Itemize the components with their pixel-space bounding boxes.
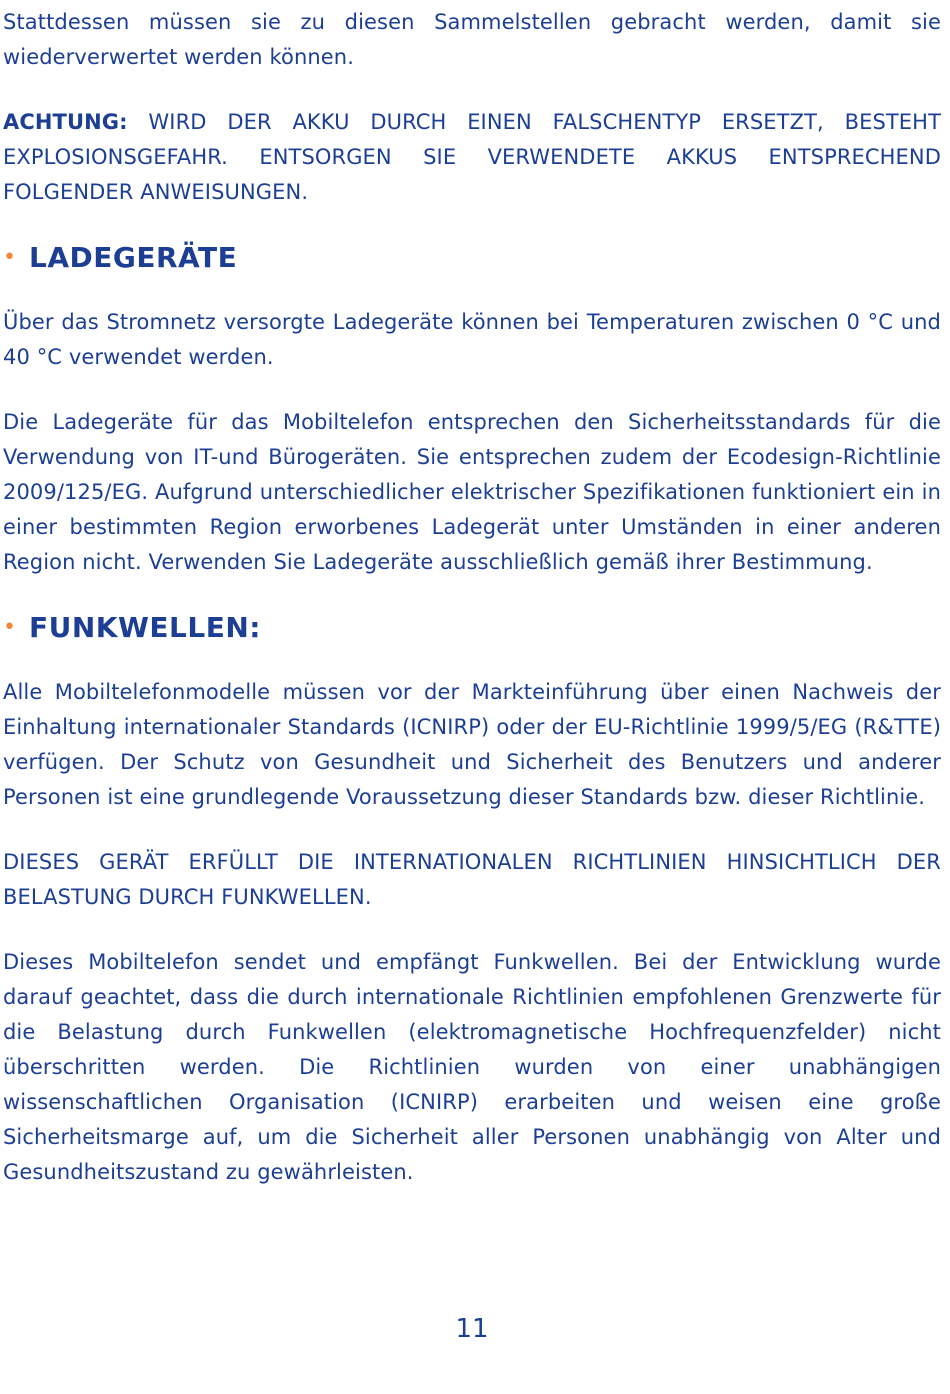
intro-paragraph: Stattdessen müssen sie zu diesen Sammelstellen gebracht werden, damit sie wiederverwertet werden können.: [3, 10, 941, 69]
spacer: [3, 375, 941, 405]
spacer: [3, 645, 941, 675]
radio-paragraph-statement: DIESES GERÄT ERFÜLLT DIE INTERNATIONALEN RICHTLINIEN HINSICHTLICH DER BELASTUNG DURCH FUNKWELLEN.: [3, 850, 941, 909]
radio-paragraph-limits: Dieses Mobiltelefon sendet und empfängt Funkwellen. Bei der Entwicklung wurde darauf geachtet, dass die durch internationale Richtlinien empfohlenen Grenzwerte für die Belastung durch Funkwellen (elektromagnetische Hochfrequenzfelder) nicht überschritten werden. Die Richtlinien wurden von einer unabhängigen wissenschaftlichen Organisation (ICNIRP) erarbeiten und weisen eine große Sicherheitsmarge auf, um die Sicherheit aller Personen unabhängig von Alter und Gesundheitszustand zu gewährleisten.: [3, 950, 941, 1184]
bullet-icon: •: [3, 615, 16, 640]
spacer: [3, 210, 941, 240]
section-title: FUNKWELLEN:: [29, 611, 261, 644]
battery-warning: [3, 105, 941, 210]
chargers-paragraph-temperature: Über das Stromnetz versorgte Ladegeräte können bei Temperaturen zwischen 0 °C und 40 °C verwendet werden.: [3, 310, 941, 369]
bullet-icon: •: [3, 245, 16, 270]
spacer: [3, 580, 941, 610]
warning-label: ACHTUNG:: [3, 110, 128, 134]
section-heading-radio-waves: [3, 610, 941, 645]
spacer: [3, 75, 941, 105]
chargers-paragraph-standards: Die Ladegeräte für das Mobiltelefon entsprechen den Sicherheitsstandards für die Verwendung von IT-und Bürogeräten. Sie entsprechen zudem der Ecodesign-Richtlinie 2009/125/EG. Aufgrund unterschiedlicher elektrischer Spezifikationen funktioniert ein in einer bestimmten Region erworbenes Ladegerät unter Umständen in einer anderen Region nicht. Verwenden Sie Ladegeräte ausschließlich gemäß ihrer Bestimmung.: [3, 410, 941, 574]
section-heading-chargers: [3, 240, 941, 275]
spacer: [3, 915, 941, 945]
radio-paragraph-compliance: Alle Mobiltelefonmodelle müssen vor der Markteinführung über einen Nachweis der Einhaltung internationaler Standards (ICNIRP) oder der EU-Richtlinie 1999/5/EG (R&TTE) verfügen. Der Schutz von Gesundheit und Sicherheit des Benutzers und anderer Personen ist eine grundlegende Voraussetzung dieser Standards bzw. dieser Richtlinie.: [3, 680, 941, 809]
spacer: [3, 815, 941, 845]
page-number: 11: [455, 1314, 489, 1344]
section-title: LADEGERÄTE: [29, 241, 238, 274]
spacer: [3, 275, 941, 305]
document-page: [3, 5, 941, 1190]
warning-text: WIRD DER AKKU DURCH EINEN FALSCHENTYP ERSETZT, BESTEHT EXPLOSIONSGEFAHR. ENTSORGEN SIE VERWENDETE AKKUS ENTSPRECHEND FOLGENDER ANWEISUNGEN.: [3, 110, 941, 204]
